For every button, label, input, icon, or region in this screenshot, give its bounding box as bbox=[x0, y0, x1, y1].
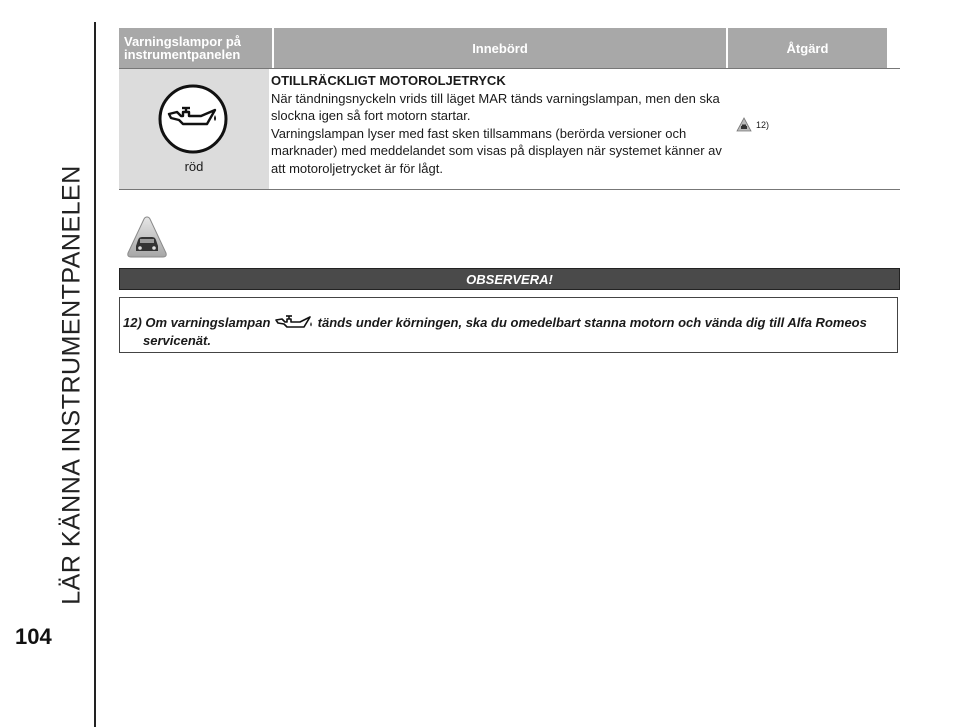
header-lamps-line2: instrumentpanelen bbox=[124, 47, 241, 62]
meaning-paragraph: Varningslampan lyser med fast sken tillsammans (berörda versioner och marknader) med meddelandet som visas på displayen när systemet känner av att motoroljetrycket är för lågt. bbox=[271, 125, 722, 176]
header-lamps bbox=[119, 28, 272, 68]
lamp-color-label: röd bbox=[184, 159, 204, 174]
meaning-paragraph: När tändningsnyckeln vrids till läget MAR tänds varningslampan, men den ska slockna igen så fort motorn startar. bbox=[271, 90, 720, 123]
oil-can-icon bbox=[157, 83, 229, 155]
table-header bbox=[119, 28, 887, 68]
notice-text-end: tänds under körningen, ska du omedelbart stanna motorn och vända dig till Alfa Romeos bbox=[317, 315, 867, 330]
table-row-action bbox=[736, 117, 769, 132]
warning-car-icon bbox=[736, 117, 752, 132]
header-lamps-line1: Varningslampor på bbox=[124, 34, 242, 49]
notice-text bbox=[123, 313, 893, 350]
meaning-title: OTILLRÄCKLIGT MOTOROLJETRYCK bbox=[271, 73, 506, 88]
page-number: 104 bbox=[15, 624, 52, 649]
notice-title-bar bbox=[119, 268, 900, 290]
row-divider bbox=[119, 189, 900, 190]
header-action: Åtgärd bbox=[728, 28, 887, 68]
side-divider bbox=[94, 22, 96, 727]
action-reference[interactable]: 12) bbox=[756, 119, 770, 130]
notice-text-continuation: servicenät. bbox=[143, 333, 211, 348]
warning-car-icon bbox=[126, 215, 168, 259]
notice-title: OBSERVERA! bbox=[466, 271, 553, 287]
table-row-meaning bbox=[271, 72, 723, 177]
table-row-lamp-cell bbox=[119, 69, 269, 189]
section-title-text: LÄR KÄNNA INSTRUMENTPANELEN bbox=[57, 165, 86, 605]
notice-box bbox=[119, 297, 898, 353]
oil-can-icon bbox=[274, 313, 314, 331]
notice-text-start: 12) Om varningslampan bbox=[123, 315, 271, 330]
header-meaning: Innebörd bbox=[274, 28, 726, 68]
